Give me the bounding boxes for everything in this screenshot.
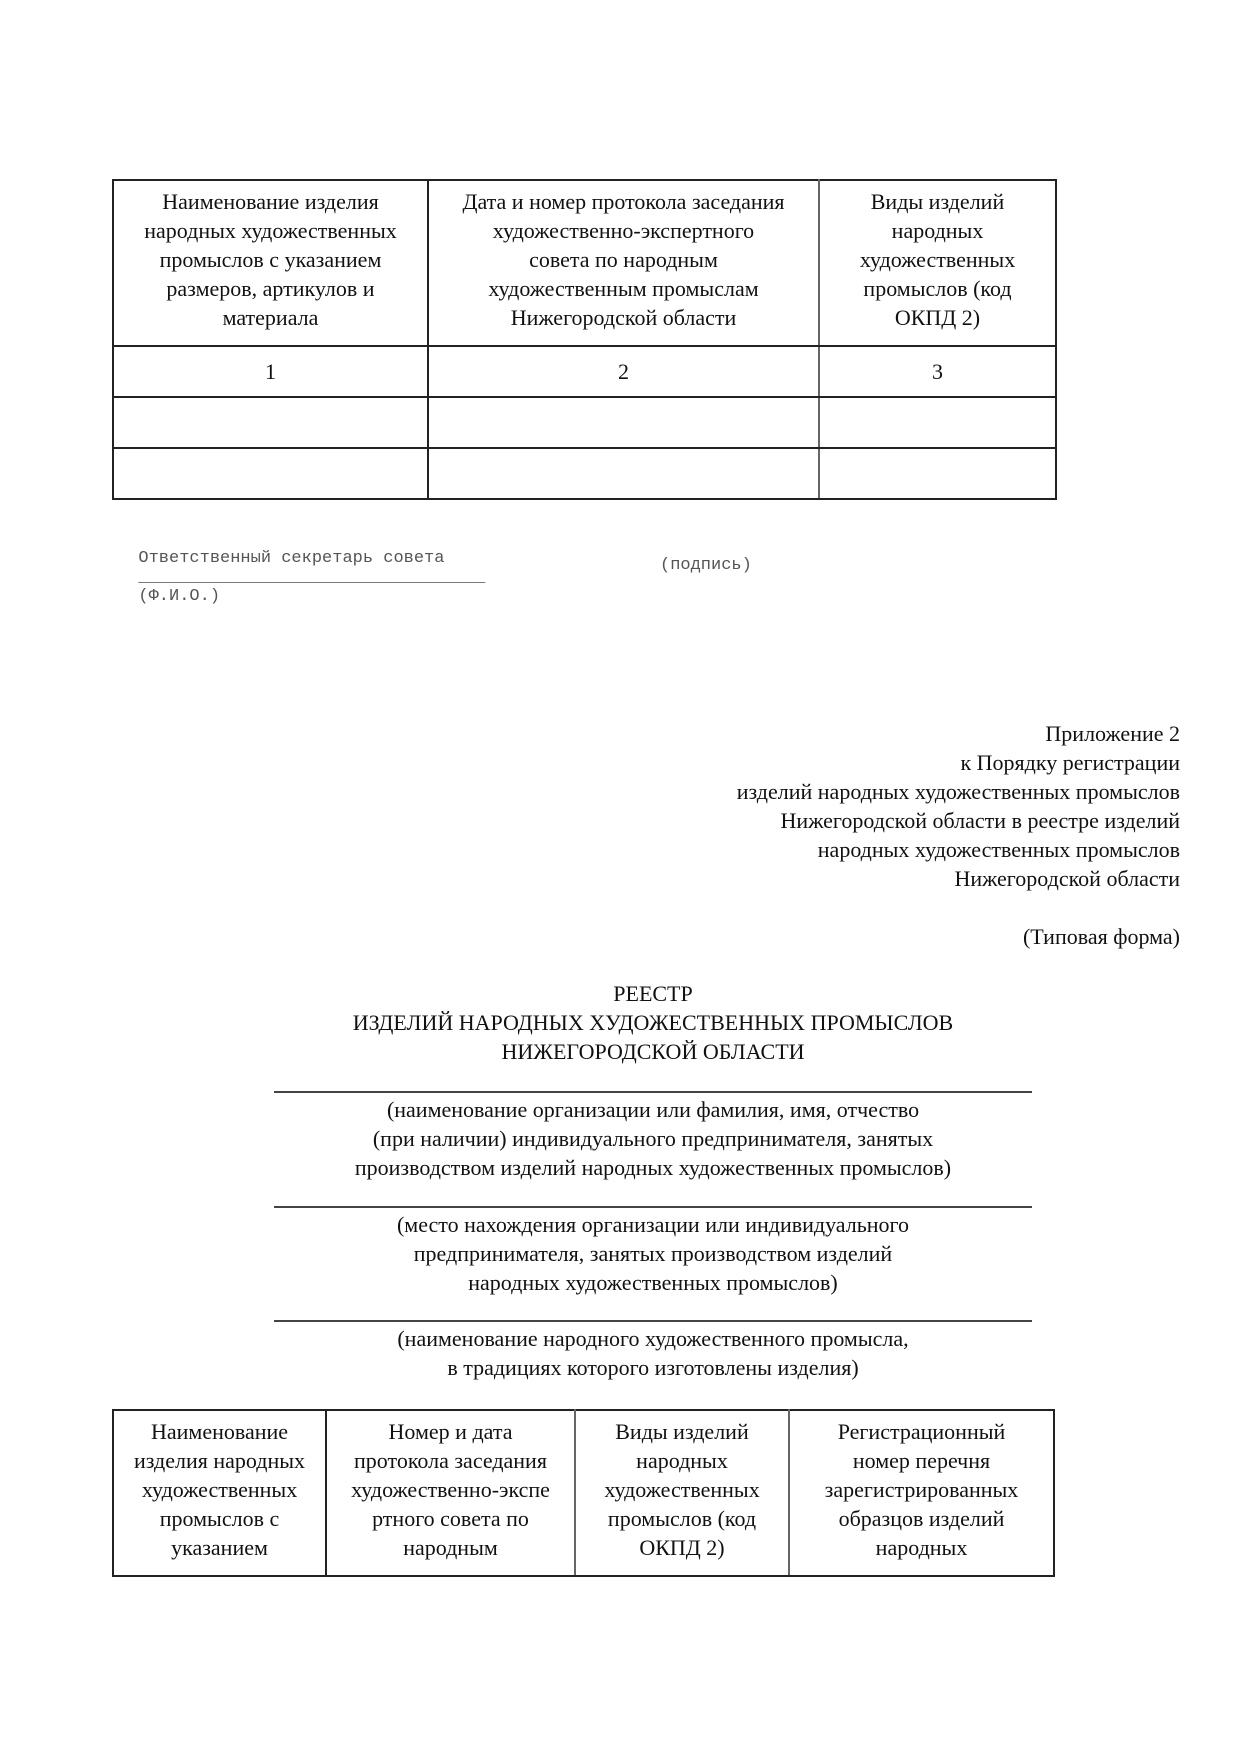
appendix-line: Нижегородской области в реестре изделий (780, 808, 1180, 833)
title-line: РЕЕСТР (613, 981, 693, 1006)
header-text: изделия народных (133, 1448, 306, 1473)
craft-name-field[interactable] (274, 1320, 1032, 1322)
table-cell (428, 448, 819, 499)
caption-line: производством изделий народных художественных промыслов) (354, 1155, 952, 1180)
header-text: ртного совета по (372, 1506, 529, 1531)
column-number: 3 (819, 346, 1056, 397)
appendix-line: изделий народных художественных промыслов (736, 779, 1180, 804)
caption-line: (место нахождения организации или индивидуального (396, 1212, 910, 1237)
header-text: Нижегородской области (510, 305, 737, 330)
header-text: зарегистрированных (824, 1477, 1019, 1502)
caption-line: в традициях которого изготовлены изделия) (447, 1355, 859, 1380)
header-text: Виды изделий (870, 189, 1005, 214)
signature-line (118, 530, 485, 606)
header-text: совета по народным (529, 247, 718, 272)
header-text: материала (222, 305, 319, 330)
header-text: народных (636, 1448, 728, 1473)
caption-line: народных художественных промыслов) (468, 1270, 838, 1295)
appendix-line: к Порядку регистрации (960, 750, 1180, 775)
table-number-row (113, 346, 1056, 397)
header-cell-item-name (113, 1410, 326, 1576)
header-text: Наименование (150, 1419, 289, 1444)
header-text: народных художественных (144, 218, 397, 243)
caption-line: (при наличии) индивидуального предпринимателя, занятых (372, 1126, 934, 1151)
header-text: промыслов (код (607, 1506, 757, 1531)
table-row (113, 397, 1056, 448)
header-text: образцов изделий (838, 1506, 1005, 1531)
organization-name-caption (274, 1095, 1032, 1182)
header-text: художественно-экспе (351, 1477, 550, 1502)
header-text: народных (875, 1535, 968, 1560)
header-cell-item-name (113, 180, 428, 346)
table-header-row (113, 180, 1056, 346)
appendix-line: народных художественных промыслов (817, 837, 1180, 862)
appendix-line: Нижегородской области (954, 866, 1180, 891)
header-text: номер перечня (852, 1448, 991, 1473)
appendix-block (560, 719, 1180, 951)
header-text: размеров, артикулов и (166, 276, 375, 301)
location-field[interactable] (274, 1206, 1032, 1208)
items-table (112, 179, 1057, 500)
header-cell-okpd (575, 1410, 789, 1576)
table-cell (819, 397, 1056, 448)
header-text: Номер и дата (388, 1419, 513, 1444)
caption-line: (наименование организации или фамилия, имя, отчество (386, 1097, 920, 1122)
form-type-label: (Типовая форма) (1022, 924, 1180, 949)
caption-line: (наименование народного художественного промысла, (397, 1326, 909, 1351)
header-text: художественных (141, 1477, 298, 1502)
header-text: художественным промыслам (488, 276, 759, 301)
signature-field: __________________________________ (138, 568, 486, 587)
appendix-line: Приложение 2 (1045, 721, 1180, 746)
table-cell (113, 397, 428, 448)
header-text: указанием (171, 1535, 268, 1560)
header-text: протокола заседания (354, 1448, 547, 1473)
craft-name-caption (274, 1324, 1032, 1382)
document-title (274, 979, 1032, 1066)
column-number: 1 (113, 346, 428, 397)
column-number: 2 (428, 346, 819, 397)
header-text: промыслов с указанием (159, 247, 382, 272)
header-text: народным (403, 1535, 498, 1560)
header-cell-protocol (428, 180, 819, 346)
table-cell (428, 397, 819, 448)
header-text: Дата и номер протокола заседания (462, 189, 785, 214)
header-text: промыслов с (159, 1506, 280, 1531)
title-line: НИЖЕГОРОДСКОЙ ОБЛАСТИ (501, 1039, 805, 1064)
table-header-row (113, 1410, 1054, 1576)
caption-line: предпринимателя, занятых производством изделий (413, 1241, 893, 1266)
table-cell (113, 448, 428, 499)
header-text: промыслов (код (863, 276, 1012, 301)
table-cell (819, 448, 1056, 499)
header-text: художественных (604, 1477, 760, 1502)
table-row (113, 448, 1056, 499)
organization-name-field[interactable] (274, 1091, 1032, 1093)
header-text: Регистрационный (837, 1419, 1006, 1444)
header-cell-registration-number (789, 1410, 1054, 1576)
header-text: народных (891, 218, 984, 243)
header-text: ОКПД 2) (639, 1535, 725, 1560)
signature-fio: (Ф.И.О.) (138, 587, 221, 606)
signature-label: Ответственный секретарь совета (138, 549, 445, 568)
header-cell-okpd (819, 180, 1056, 346)
header-text: художественных (859, 247, 1016, 272)
header-text: Виды изделий (615, 1419, 749, 1444)
location-caption (274, 1210, 1032, 1297)
registry-table (112, 1409, 1055, 1577)
header-text: ОКПД 2) (894, 305, 981, 330)
signature-caption: (подпись) (660, 556, 752, 575)
title-line: ИЗДЕЛИЙ НАРОДНЫХ ХУДОЖЕСТВЕННЫХ ПРОМЫСЛОВ (352, 1010, 954, 1035)
header-cell-protocol (326, 1410, 575, 1576)
header-text: художественно-экспертного (492, 218, 755, 243)
header-text: Наименование изделия (162, 189, 379, 214)
